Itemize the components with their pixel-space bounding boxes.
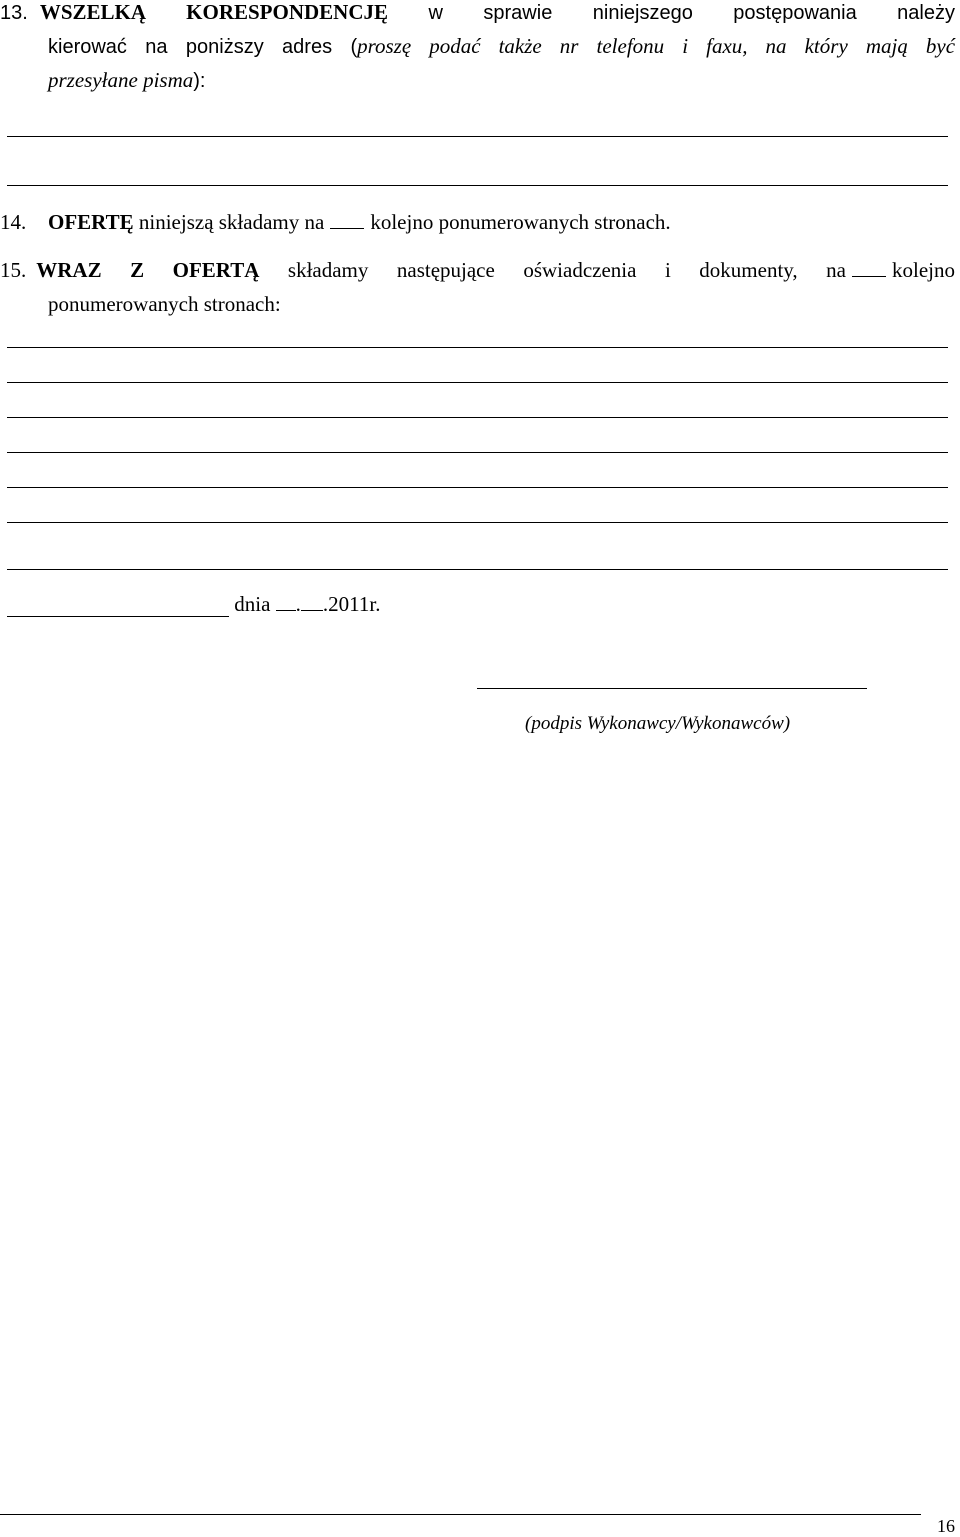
section-15-number: 15. (0, 258, 27, 282)
page-number: 16 (937, 1516, 955, 1536)
documents-fill-line-6[interactable] (7, 522, 948, 523)
section-15 (0, 253, 955, 321)
section-15-text-before: składamy następujące oświadczenia i dokumenty, na (287, 258, 846, 282)
documents-fill-line-5[interactable] (7, 487, 948, 488)
section-14-text-before: niniejszą składamy na (138, 210, 325, 234)
signature-line[interactable] (477, 688, 867, 689)
documents-fill-line-4[interactable] (7, 452, 948, 453)
section-15-line-2 (0, 287, 955, 321)
documents-pages-blank[interactable] (852, 258, 886, 277)
date-line: dnia . .2011r. (7, 592, 380, 617)
address-fill-line-1[interactable] (7, 136, 948, 137)
section-14-number: 14. (0, 210, 27, 234)
place-blank[interactable] (7, 594, 229, 617)
documents-fill-line-7[interactable] (7, 569, 948, 570)
section-14-line (0, 205, 955, 239)
section-13-title: WSZELKĄ KORESPONDENCJĘ (39, 0, 389, 24)
section-14-title: OFERTĘ (48, 210, 134, 234)
section-13-number: 13. (0, 2, 28, 24)
section-13-line-2 (0, 29, 955, 63)
documents-fill-line-1[interactable] (7, 347, 948, 348)
section-15-line-1 (0, 253, 955, 287)
documents-fill-line-2[interactable] (7, 382, 948, 383)
date-year: .2011r. (322, 592, 381, 616)
section-15-line-2-text: ponumerowanych stronach: (48, 292, 281, 316)
section-14-text-after: kolejno ponumerowanych stronach. (370, 210, 671, 234)
section-13-text-1: w sprawie niniejszego postępowania należy (428, 2, 955, 24)
address-fill-line-2[interactable] (7, 185, 948, 186)
documents-fill-line-3[interactable] (7, 417, 948, 418)
section-13-italic-1: proszę podać także nr telefonu i faxu, na który mają być (357, 34, 956, 58)
section-13-text-3: ): (193, 70, 206, 92)
pages-count-blank[interactable] (330, 210, 364, 229)
section-15-title: WRAZ Z OFERTĄ (36, 258, 260, 282)
section-13-italic-2: przesyłane pisma (48, 68, 194, 92)
month-blank[interactable] (301, 592, 323, 611)
section-14 (0, 205, 955, 239)
section-13-line-3 (0, 63, 955, 97)
date-dnia-label: dnia (234, 592, 271, 616)
section-13-line-1 (0, 0, 955, 29)
section-13-text-2: kierować na poniższy adres ( (48, 36, 358, 58)
signature-caption: (podpis Wykonawcy/Wykonawców) (525, 713, 791, 734)
footer-rule (0, 1514, 921, 1515)
section-13 (0, 0, 955, 97)
day-blank[interactable] (276, 592, 296, 611)
section-15-text-after: kolejno (892, 258, 955, 282)
